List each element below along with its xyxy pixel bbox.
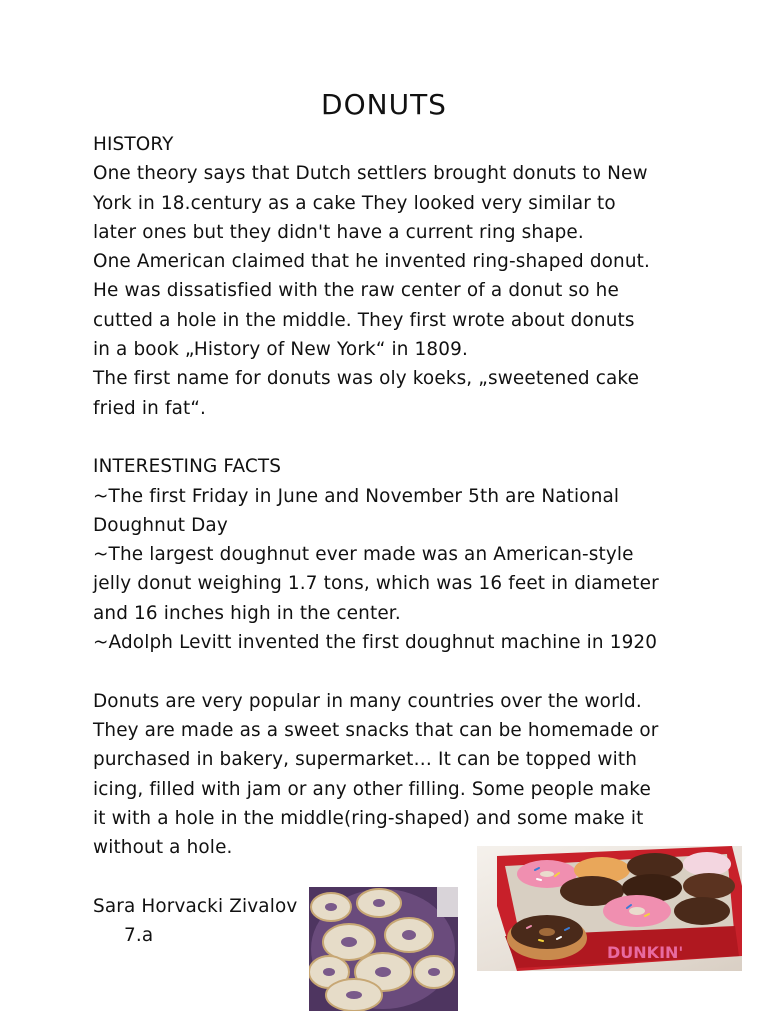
- paragraph-line: They are made as a sweet snacks that can be homemade or: [93, 719, 659, 741]
- history-line: One American claimed that he invented ring-shaped donut.: [93, 251, 651, 273]
- fact-line: ~Adolph Levitt invented the first doughnut machine in 1920: [93, 632, 658, 654]
- fact-line: jelly donut weighing 1.7 tons, which was 16 feet in diameter: [93, 573, 659, 595]
- fact-line: ~The first Friday in June and November 5th are National: [93, 485, 620, 507]
- author-name: Sara Horvacki Zivalov: [93, 895, 298, 917]
- fact-line: Doughnut Day: [93, 514, 228, 536]
- history-line: He was dissatisfied with the raw center of a donut so he: [93, 280, 619, 302]
- fact-line: ~The largest doughnut ever made was an American-style: [93, 544, 634, 566]
- paragraph-line: icing, filled with jam or any other filling. Some people make: [93, 778, 651, 800]
- history-line: York in 18.century as a cake They looked very similar to: [93, 192, 616, 214]
- blank-line: [93, 657, 693, 686]
- heading-history: HISTORY: [93, 134, 174, 155]
- history-line: The first name for donuts was oly koeks, „sweetened cake: [93, 368, 640, 390]
- fact-line: and 16 inches high in the center.: [93, 602, 401, 624]
- box-logo-text: DUNKIN': [607, 943, 684, 962]
- history-line: fried in fat“.: [93, 397, 207, 419]
- document-body: [93, 130, 693, 950]
- blank-line: [93, 423, 693, 452]
- paragraph-line: it with a hole in the middle(ring-shaped) and some make it: [93, 807, 644, 829]
- paragraph-line: Donuts are very popular in many countries over the world.: [93, 690, 642, 712]
- paragraph-line: purchased in bakery, supermarket… It can be topped with: [93, 749, 638, 771]
- sugared-donuts-photo: [309, 887, 458, 1011]
- history-line: One theory says that Dutch settlers brought donuts to New: [93, 163, 648, 185]
- history-line: cutted a hole in the middle. They first wrote about donuts: [93, 309, 635, 331]
- history-line: in a book „History of New York“ in 1809.: [93, 339, 468, 361]
- paragraph-line: without a hole.: [93, 837, 233, 859]
- heading-interesting-facts: INTERESTING FACTS: [93, 456, 282, 478]
- sugared-donuts-photo-icon: [309, 887, 458, 1011]
- donut-box-photo-icon: [477, 846, 742, 971]
- document-title: DONUTS: [321, 88, 447, 121]
- history-line: later ones but they didn't have a current ring shape.: [93, 221, 584, 243]
- author-class: 7.a: [124, 925, 154, 947]
- donut-box-photo: [477, 846, 742, 971]
